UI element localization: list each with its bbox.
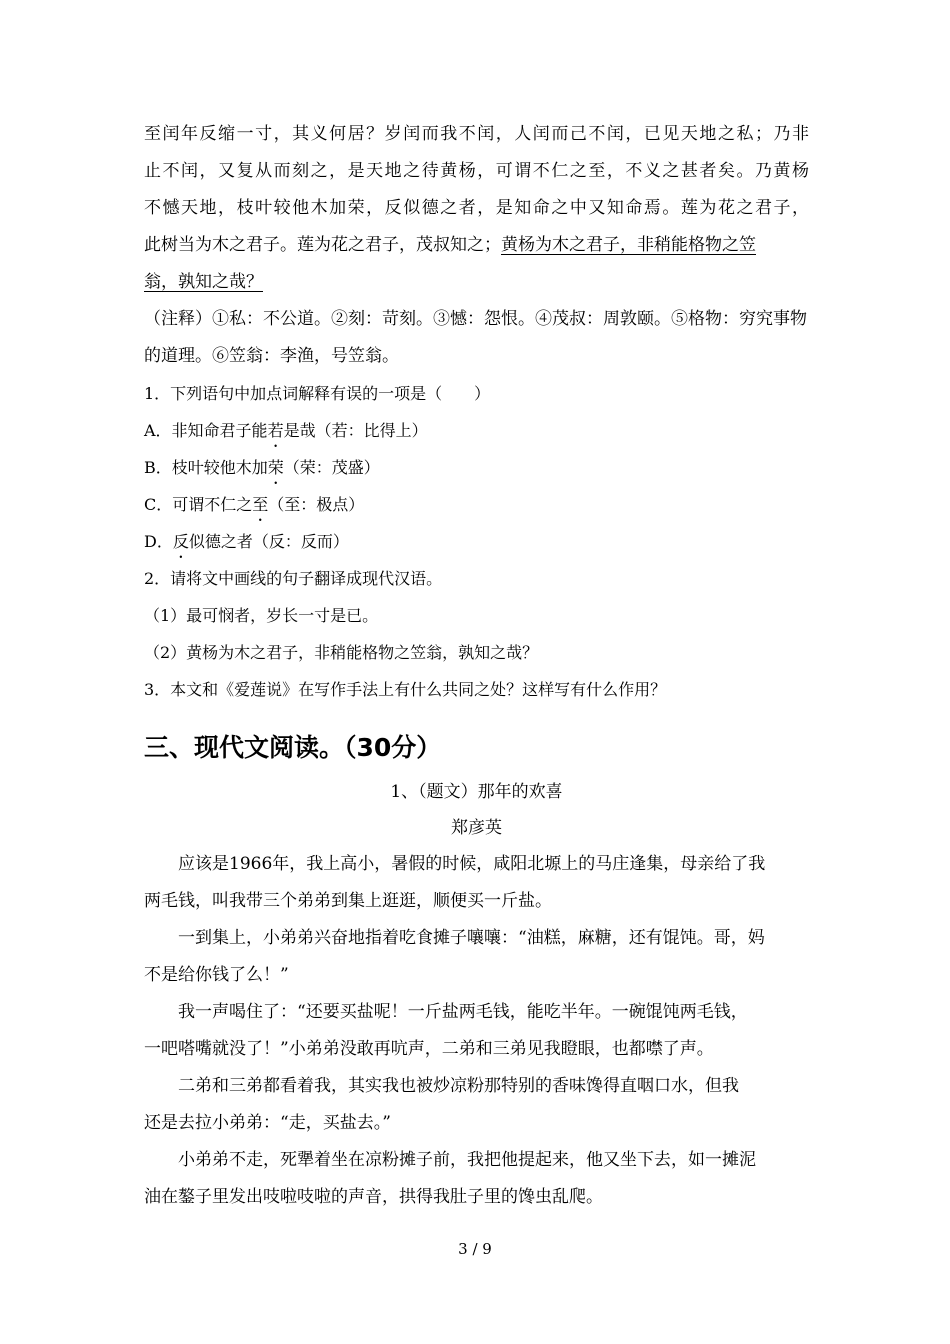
option-d [144,523,809,560]
paragraph-line: 两毛钱，叫我带三个弟弟到集上逛逛，顺便买一斤盐。 [144,891,552,911]
question-2-part-2: （2）黄杨为木之君子，非稍能格物之笠翁，孰知之哉？ [144,643,539,662]
annotation-line: 的道理。⑥笠翁：李渔，号笠翁。 [144,346,399,366]
paragraph [144,1068,809,1142]
section-heading: 三、现代文阅读。（30分） [144,733,442,762]
classical-text-line: 至闰年反缩一寸，其义何居？岁闰而我不闰，人闰而己不闰，已见天地之私；乃非 [144,124,809,144]
question-2-part-1: （1）最可悯者，岁长一寸是已。 [144,606,379,625]
option-b [144,449,809,486]
option-c [144,486,809,523]
paragraph-line: 油在鏊子里发出吱啦吱啦的声音，拱得我肚子里的馋虫乱爬。 [144,1187,603,1207]
option-text: （至：极点） [268,495,365,514]
dotted-word: 反 [172,532,189,551]
dotted-word: 至 [252,495,269,514]
question-3: 3．本文和《爱莲说》在写作手法上有什么共同之处？这样写有什么作用？ [144,680,667,699]
paragraph-line: 一吧嗒嘴就没了！”小弟弟没敢再吭声，二弟和三弟见我瞪眼，也都噤了声。 [144,1039,714,1059]
paragraph-line: 应该是1966年，我上高小，暑假的时候，咸阳北塬上的马庄逢集，母亲给了我 [178,854,766,874]
paragraph [144,846,809,920]
question-2: 2．请将文中画线的句子翻译成现代汉语。 [144,569,443,588]
paragraph-line: 一到集上，小弟弟兴奋地指着吃食摊子嚷嚷：“油糕，麻糖，还有馄饨。哥，妈 [178,928,765,948]
dotted-word: 若 [267,421,284,440]
annotation-line: （注释）①私：不公道。②刻：苛刻。③憾：怨恨。④茂叔：周敦颐。⑤格物：穷究事物 [144,309,807,329]
option-text: （荣：茂盛） [283,458,380,477]
option-text: D． [144,532,173,551]
article-author: 郑彦英 [451,818,502,838]
classical-text-line [144,227,809,264]
article-title: 1、（题文）那年的欢喜 [390,782,563,802]
classical-text-line [144,264,809,301]
paragraph [144,994,809,1068]
classical-text-line: 不憾天地，枝叶较他木加荣，反似德之者，是知命之中又知命焉。莲为花之君子， [144,198,809,218]
option-text: C．可谓不仁之 [144,495,253,514]
paragraph-line: 二弟和三弟都看着我，其实我也被炒凉粉那特别的香味馋得直咽口水，但我 [178,1076,739,1096]
option-a [144,412,809,449]
paragraph-line: 还是去拉小弟弟：“走，买盐去。” [144,1113,391,1133]
page-number: 3 / 9 [458,1240,492,1258]
underlined-sentence: 黄杨为木之君子，非稍能格物之笠 [501,235,756,255]
classical-text-plain: 此树当为木之君子。莲为花之君子，茂叔知之； [144,235,501,255]
dotted-word: 荣 [267,458,284,477]
option-text: 是哉（若：比得上） [283,421,428,440]
underlined-sentence: 翁，孰知之哉？ [144,272,263,292]
classical-text-line: 止不闰，又复从而刻之，是天地之待黄杨，可谓不仁之至，不义之甚者矣。乃黄杨 [144,161,809,181]
option-text: B．枝叶较他木加 [144,458,268,477]
paragraph [144,920,809,994]
paragraph-line: 我一声喝住了：“还要买盐呢！一斤盐两毛钱，能吃半年。一碗馄饨两毛钱， [178,1002,748,1022]
paragraph-line: 小弟弟不走，死犟着坐在凉粉摊子前，我把他提起来，他又坐下去，如一摊泥 [178,1150,756,1170]
paragraph-line: 不是给你钱了么！” [144,965,289,985]
page-content [144,116,809,1216]
option-text: A．非知命君子能 [144,421,268,440]
paragraph [144,1142,809,1216]
option-text: 似德之者（反：反而） [188,532,349,551]
question-1: 1．下列语句中加点词解释有误的一项是（ ） [144,384,491,403]
